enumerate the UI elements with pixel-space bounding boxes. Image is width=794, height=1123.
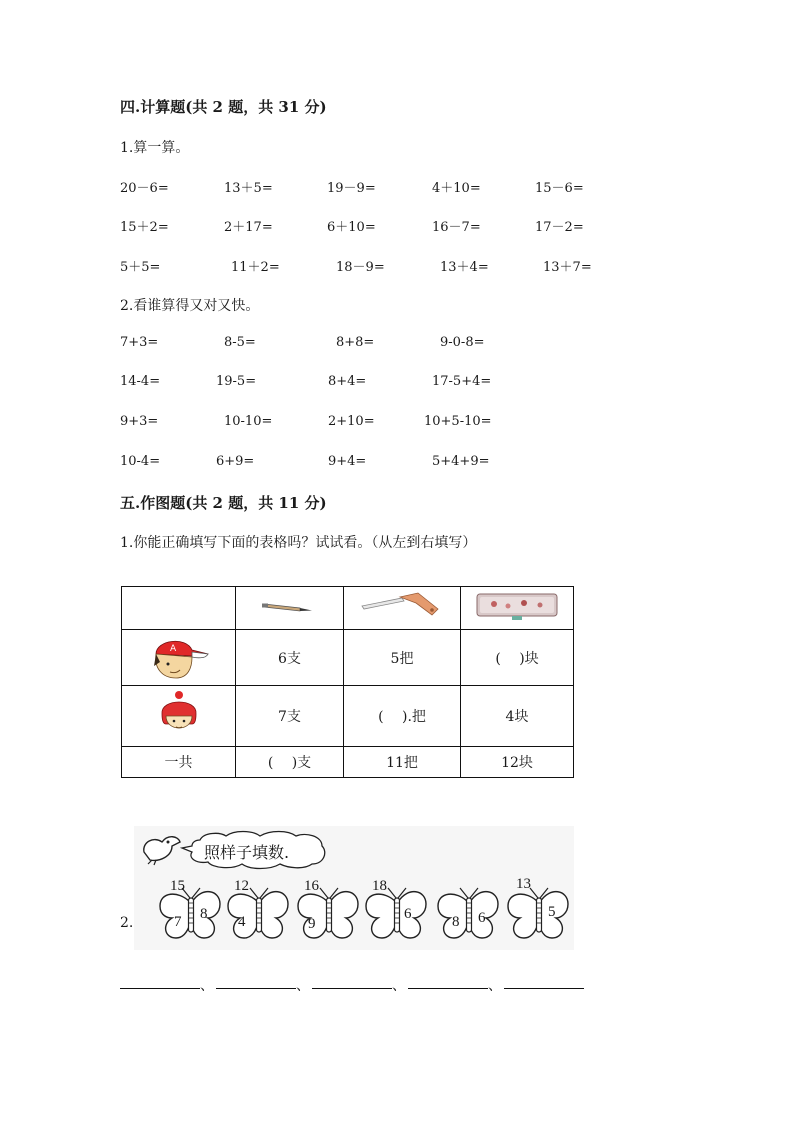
table-cell: 12块 [461,747,574,778]
table-cell: ( )块 [461,630,574,686]
butterfly-row [156,876,576,946]
table-row-icon-cell [122,630,236,686]
boy-icon [146,632,212,680]
pencil-box-icon [474,589,560,623]
butterfly-right-number: 6 [478,910,486,926]
table-cell: 7支 [236,686,344,747]
svg-text:A: A [169,643,176,654]
answer-blank[interactable] [120,988,200,989]
table-header-cell [344,587,461,630]
exercise: 13＋5= [224,181,273,196]
exercise: 18－9= [336,260,385,275]
exercise: 6+9= [216,454,255,469]
exercise: 6＋10= [327,220,376,235]
exercise: 5＋5= [120,260,161,275]
exercise: 8+4= [328,374,367,389]
table-cell: 11把 [344,747,461,778]
exercise: 5+4+9= [432,454,490,469]
exercise: 15－6= [535,181,584,196]
butterfly-top-number: 12 [234,878,249,894]
butterfly [504,876,574,946]
butterfly-left-number: 7 [174,914,182,930]
exercise: 17-5+4= [432,374,492,389]
exercise: 13＋7= [543,260,592,275]
butterfly [434,876,504,946]
table-header-cell [236,587,344,630]
exercise: 10-4= [120,454,161,469]
butterfly-left-number: 4 [238,914,246,930]
butterfly-top-number: 15 [170,878,185,894]
exercise: 9+3= [120,414,159,429]
exercise: 19-5= [216,374,257,389]
butterfly-right-number: 5 [548,904,556,920]
exercise: 19－9= [327,181,376,196]
separator: 、 [200,978,214,994]
butterfly-right-number: 6 [404,906,412,922]
exercise: 17－2= [535,220,584,235]
exercise: 2+10= [328,414,375,429]
butterfly-icon [156,876,226,946]
exercise: 11＋2= [231,260,280,275]
answer-blank[interactable] [504,988,584,989]
exercise: 20－6= [120,181,169,196]
answer-blank[interactable] [216,988,296,989]
section5-title: 五.作图题(共 2 题，共 11 分) [120,494,327,512]
pencil-icon [260,596,320,616]
table-cell: 4块 [461,686,574,747]
exercise: 15＋2= [120,220,169,235]
exercise: 9+4= [328,454,367,469]
answer-blank[interactable] [312,988,392,989]
exercise: 4＋10= [432,181,481,196]
s5-q2-number: 2. [120,915,134,931]
butterfly-left-number: 9 [308,916,316,932]
exercise: 10-10= [224,414,273,429]
speech-bubble-text: 照样子填数. [204,843,290,862]
butterfly-top-number: 13 [516,876,531,892]
butterfly [362,876,432,946]
exercise: 16－7= [432,220,481,235]
fill-table [121,586,574,778]
butterfly-top-number: 16 [304,878,319,894]
q2-title: 2.看谁算得又对又快。 [120,298,260,314]
exercise: 7+3= [120,335,159,350]
separator: 、 [488,978,502,994]
table-cell: ( )支 [236,747,344,778]
butterfly [156,876,226,946]
exercise: 8-5= [224,335,256,350]
table-row-icon-cell [122,686,236,747]
table-cell: 6支 [236,630,344,686]
exercise: 14-4= [120,374,161,389]
table-row-label: 一共 [122,747,236,778]
butterfly-left-number: 8 [452,914,460,930]
q1-title: 1.算一算。 [120,140,190,156]
exercise: 2＋17= [224,220,273,235]
butterfly-icon [434,876,504,946]
butterfly-top-number: 18 [372,878,387,894]
butterfly [224,876,294,946]
answer-blank[interactable] [408,988,488,989]
butterfly-icon [504,876,574,946]
separator: 、 [296,978,310,994]
butterfly [294,876,364,946]
section4-title: 四.计算题(共 2 题，共 31 分) [120,98,327,116]
separator: 、 [392,978,406,994]
exercise: 13＋4= [440,260,489,275]
knife-icon [358,589,446,623]
exercise: 9-0-8= [440,335,485,350]
table-header-cell [461,587,574,630]
girl-icon [156,688,202,740]
exercise: 8+8= [336,335,375,350]
s5-q1-title: 1.你能正确填写下面的表格吗？试试看。（从左到右填写） [120,535,477,551]
exercise: 10+5-10= [424,414,492,429]
table-cell: ( ).把 [344,686,461,747]
table-corner-cell [122,587,236,630]
butterfly-right-number: 8 [200,906,208,922]
table-cell: 5把 [344,630,461,686]
